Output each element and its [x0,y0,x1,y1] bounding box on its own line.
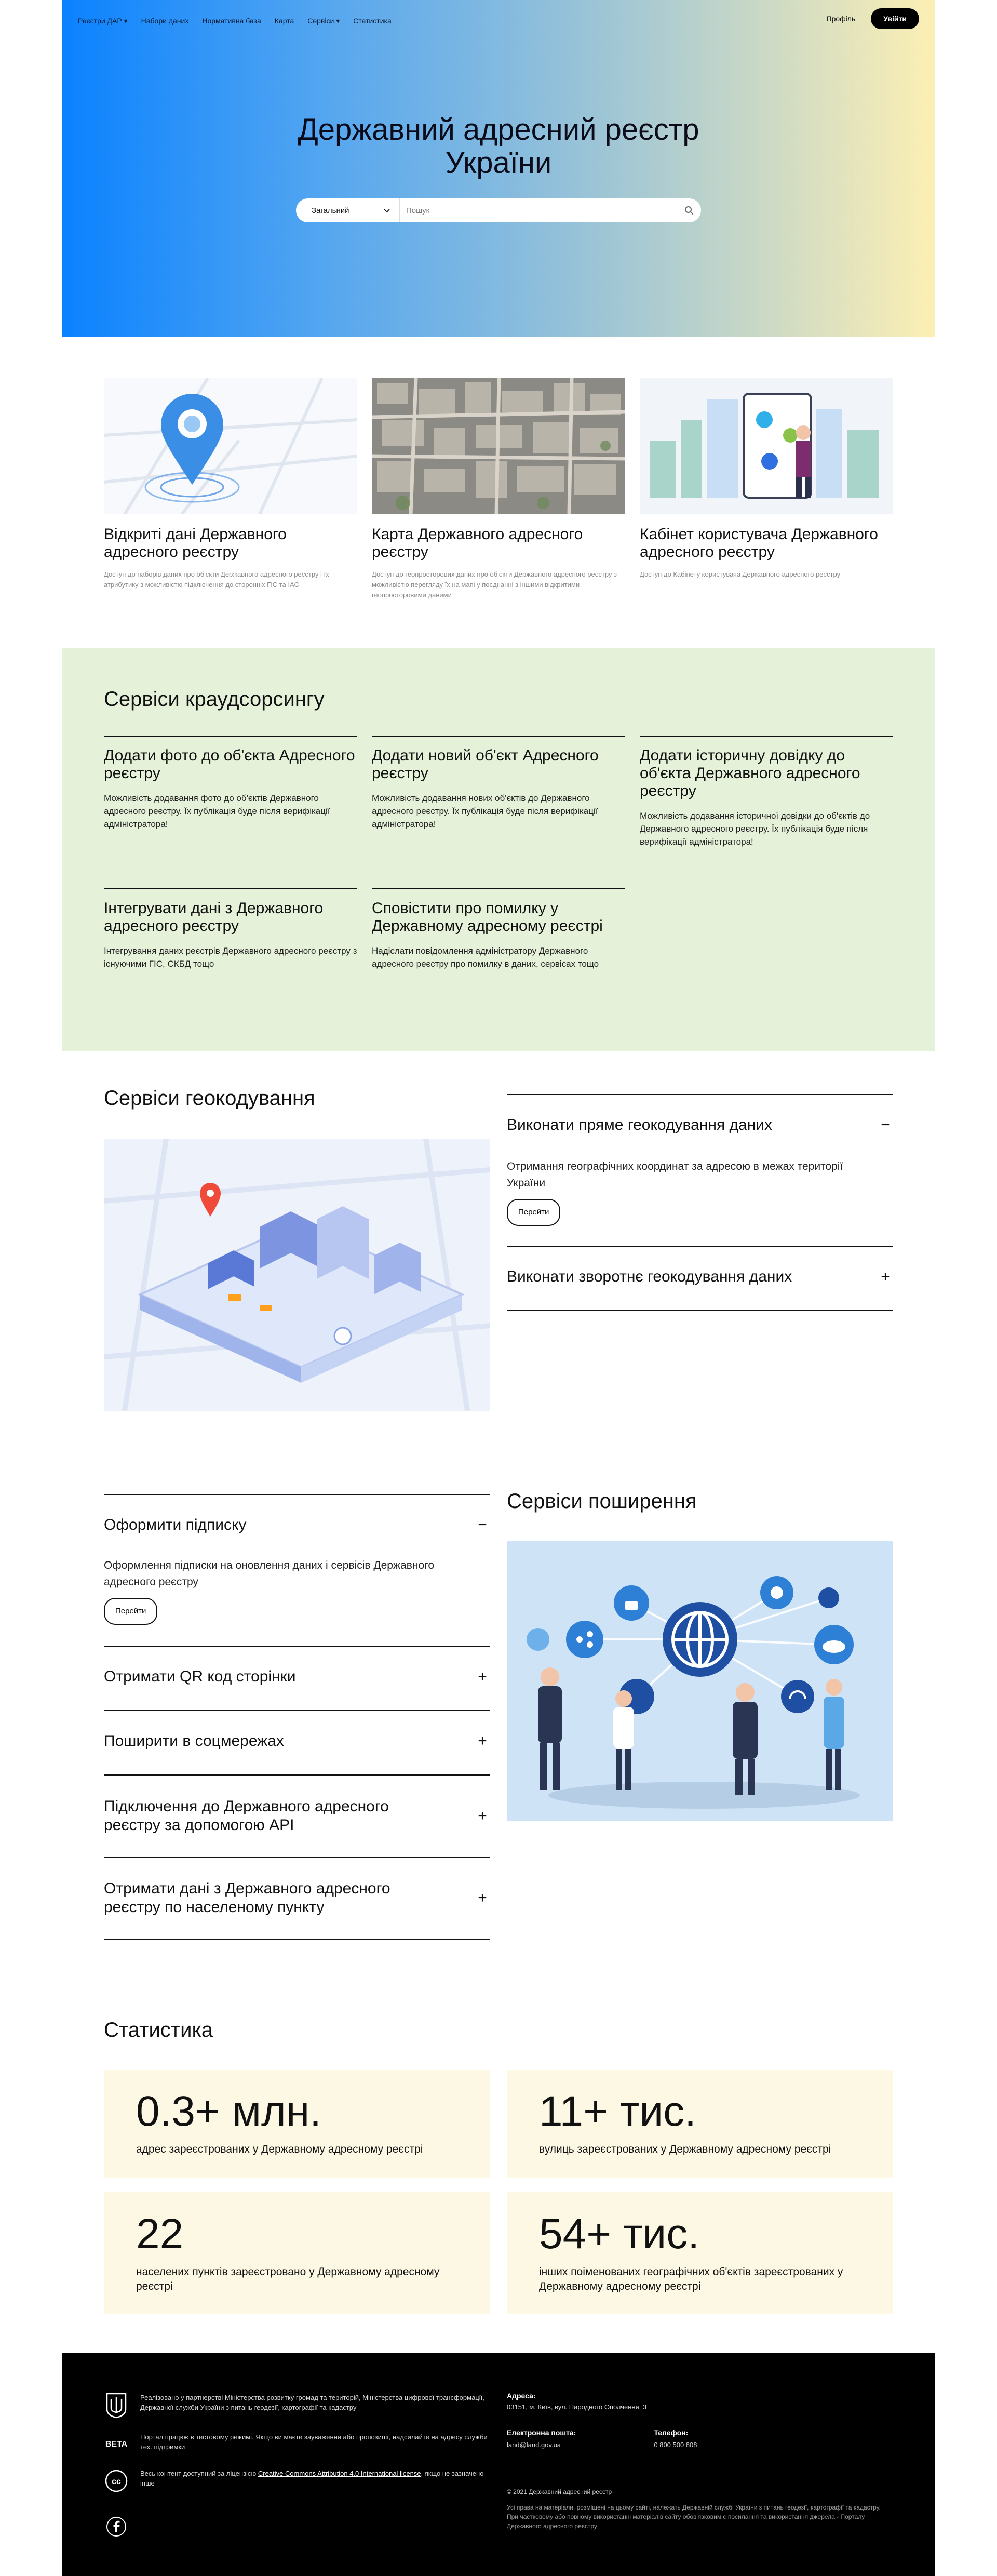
crowd-item-add-object[interactable] [372,736,625,831]
search-icon[interactable] [677,198,701,222]
footer-partner [104,2393,488,2418]
stat-number: 22 [136,2210,184,2258]
card-description: Доступ до геопросторових даних про об'єкти Державного адресного реєстру з можливістю перегляду їх на мапі у поєднанні з іншими відкритими геопросторовими даними [372,570,617,599]
stat-card-streets [507,2070,893,2178]
go-button[interactable]: Перейти [507,1199,560,1226]
email-heading: Електронна пошта: [507,2428,576,2437]
accordion-header[interactable] [104,1516,490,1534]
geocoding-title: Сервіси геокодування [104,1087,315,1110]
nav-user-area [827,8,919,29]
copyright: © 2021 Державний адресний реєстр [507,2488,612,2495]
search-input[interactable] [400,206,677,216]
search-bar [296,198,701,222]
footer-partner-text: Реалізовано у партнерстві Міністерства розвитку громад та територій, Міністерства цифрової трансформації, Державної служби України з питань геодезії, картографії та кадастру [140,2394,484,2411]
footer-contacts [507,2392,893,2531]
stat-number: 54+ тис. [539,2210,700,2258]
page [62,0,935,2576]
page-title-line2: України [445,146,552,180]
footer-social [104,2514,488,2539]
nav-regulations[interactable]: Нормативна база [202,17,261,25]
accordion-title: Оформити підписку [104,1516,247,1533]
accordion-item-subscription [104,1494,490,1646]
plus-icon: + [478,1668,487,1685]
stat-number: 0.3+ млн. [136,2088,321,2135]
chevron-down-icon [384,206,390,215]
phone-block [654,2428,697,2449]
accordion-header[interactable] [104,1732,490,1751]
footer-beta-text: Портал працює в тестовому режимі. Якщо ви маєте зауваження або пропозиції, надсилайте на адресу служби тех. підтримки [140,2433,488,2451]
page-margin-left [0,0,62,2576]
card-open-data[interactable] [104,378,357,590]
hero [62,0,935,337]
stat-card-localities [104,2192,490,2314]
crowd-item-title: Інтегрувати дані з Державного адресного реєстру [104,900,324,935]
nav-services[interactable] [307,17,340,25]
accordion-body [104,1557,447,1625]
accordion-item-direct-geocoding [507,1094,893,1246]
card-map[interactable] [372,378,625,600]
nav-statistics[interactable]: Статистика [353,17,392,25]
card-description: Доступ до Кабінету користувача Державного адресного реєстру [640,570,841,578]
network-people-illustration [507,1541,893,1821]
crowd-item-integrate[interactable] [104,888,357,970]
accordion-header[interactable] [104,1879,490,1917]
license-pre: Весь контент доступний за ліцензією [140,2470,258,2477]
crowd-item-report-error[interactable] [372,888,625,970]
accordion-item-qr-code [104,1646,490,1710]
crowd-item-title: Сповістити про помилку у Державному адресному реєстрі [372,900,603,935]
accordion-desc: Оформлення підписки на оновлення даних і сервісів Державного адресного реєстру [104,1559,435,1588]
crowd-item-title: Додати новий об'єкт Адресного реєстру [372,747,599,782]
accordion-item-api [104,1774,490,1857]
accordion-item-share-social [104,1710,490,1774]
search-type-value: Загальний [312,206,349,215]
accordion-title: Поширити в соцмережах [104,1732,284,1750]
crowd-item-desc: Можливість додавання фото до об'єктів Державного адресного реєстру. Їх публікація буде після верифікації адміністратора! [104,793,330,829]
trident-emblem-icon [104,2393,129,2418]
accordion-item-locality-data [104,1857,490,1940]
chevron-down-icon: ▾ [124,16,128,25]
search-type-select[interactable] [296,198,400,222]
cc-label: cc [112,2477,121,2486]
nav-datasets[interactable]: Набори даних [141,17,189,25]
footer-license-text [140,2468,488,2488]
accordion-header[interactable] [104,1667,490,1686]
rights-notice: Усі права на матеріали, розміщені на цьому сайті, належать Державній службі України з питань геодезії, картографії та кадастру. При частковому або повному використанні матеріалів сайту обов'язковим є посилання та використання джерела - Порталу Державного адресного реєстру [507,2504,881,2530]
crowd-item-add-history[interactable] [640,736,893,848]
address-value: 03151, м. Київ, вул. Народного Ополчення, 3 [507,2403,647,2411]
chevron-down-icon: ▾ [336,16,340,25]
card-title: Карта Державного адресного реєстру [372,526,583,560]
feature-cards [104,378,893,607]
plus-icon: + [478,1807,487,1824]
geocoding-accordion [507,1094,893,1311]
card-description: Доступ до наборів даних про об'єкти Державного адресного реєстру і їх атрибутику з можливістю підключення до сторонніх ГІС та ІАС [104,570,329,589]
license-link[interactable]: Creative Commons Attribution 4.0 International license [258,2470,421,2477]
page-title [62,113,935,180]
main-nav [78,11,392,30]
go-button[interactable]: Перейти [104,1598,157,1625]
plus-icon: + [478,1889,487,1906]
footer-beta [104,2432,488,2457]
minus-icon: − [478,1516,487,1533]
email-link[interactable]: land@land.gov.ua [507,2441,561,2449]
accordion-desc: Отримання географічних координат за адресою в межах території України [507,1160,843,1189]
nav-registries-label: Реєстри ДАР [78,16,122,25]
map-pin-illustration [104,378,357,514]
accordion-title: Отримати дані з Державного адресного реєстру по населеному пункту [104,1880,390,1916]
card-title: Кабінет користувача Державного адресного реєстру [640,526,878,560]
beta-badge: BETA [105,2440,128,2449]
phone-value: 0 800 500 808 [654,2441,697,2449]
creative-commons-icon [104,2468,129,2493]
crowd-item-desc: Інтегрування даних реєстрів Державного адресного реєстру з існуючими ГІС, СКБД тощо [104,946,357,969]
phone-heading: Телефон: [654,2428,689,2437]
stat-label: інших поіменованих географічних об'єктів зареєстрованих у Державному адресному реєстрі [539,2266,843,2292]
plus-icon: + [478,1732,487,1750]
geocoding-city-illustration [104,1139,490,1411]
accordion-body [507,1158,850,1226]
accordion-header[interactable] [104,1797,490,1835]
accordion-header[interactable] [507,1116,893,1134]
nav-registries[interactable] [78,17,128,25]
login-button[interactable]: Увійти [871,8,919,29]
accordion-title: Виконати зворотнє геокодування даних [507,1268,792,1285]
card-title: Відкриті дані Державного адресного реєстру [104,526,287,560]
plus-icon: + [881,1268,890,1285]
accordion-title: Виконати пряме геокодування даних [507,1116,772,1133]
footer [62,2353,935,2576]
minus-icon: − [881,1116,890,1133]
crowd-item-desc: Можливість додавання нових об'єктів до Державного адресного реєстру. Їх публікація буде після верифікації адміністратора! [372,793,598,829]
accordion-title: Отримати QR код сторінки [104,1668,296,1685]
accordion-title: Підключення до Державного адресного реєстру за допомогою API [104,1798,389,1834]
nav-map[interactable]: Карта [274,17,294,25]
address-heading: Адреса: [507,2392,536,2400]
card-user-cabinet[interactable] [640,378,893,580]
statistics-title: Статистика [104,2019,213,2041]
stat-label: населених пунктів зареєстровано у Державному адресному реєстрі [136,2266,440,2292]
facebook-icon[interactable] [104,2514,129,2539]
crowd-item-title: Додати фото до об'єкта Адресного реєстру [104,747,355,782]
nav-services-label: Сервіси [307,16,334,25]
email-block [507,2428,576,2449]
page-title-line1: Державний адресний реєстр [298,113,699,146]
spread-title: Сервіси поширення [507,1490,697,1513]
stat-number: 11+ тис. [539,2088,696,2135]
accordion-header[interactable] [507,1267,893,1286]
crowdsourcing-section [62,648,935,1051]
profile-link[interactable]: Профіль [826,15,856,23]
smart-city-illustration [640,378,893,514]
spread-accordion [104,1494,490,1940]
crowd-item-desc: Надіслати повідомлення адміністратору Державного адресного реєстру про помилку в даних, сервісах тощо [372,946,599,969]
stat-label: вулиць зареєстрованих у Державному адресному реєстрі [539,2143,831,2155]
crowd-item-desc: Можливість додавання історичної довідки до об'єктів до Державного адресного реєстру. Їх публікація буде після верифікації адміністратора! [640,811,870,847]
accordion-item-reverse-geocoding [507,1246,893,1311]
stat-card-addresses [104,2070,490,2178]
footer-contact-row [507,2428,893,2449]
footer-license [104,2468,488,2493]
stat-label: адрес зареєстрованих у Державному адресному реєстрі [136,2143,423,2155]
page-margin-right [935,0,997,2576]
aerial-city-photo [372,378,625,514]
crowd-item-add-photo[interactable] [104,736,357,831]
crowd-item-title: Додати історичну довідку до об'єкта Державного адресного реєстру [640,747,860,799]
license-post: , якщо не зазначено інше [140,2470,484,2487]
stat-card-geo-objects [507,2192,893,2314]
section-title: Сервіси краудсорсингу [104,688,325,711]
